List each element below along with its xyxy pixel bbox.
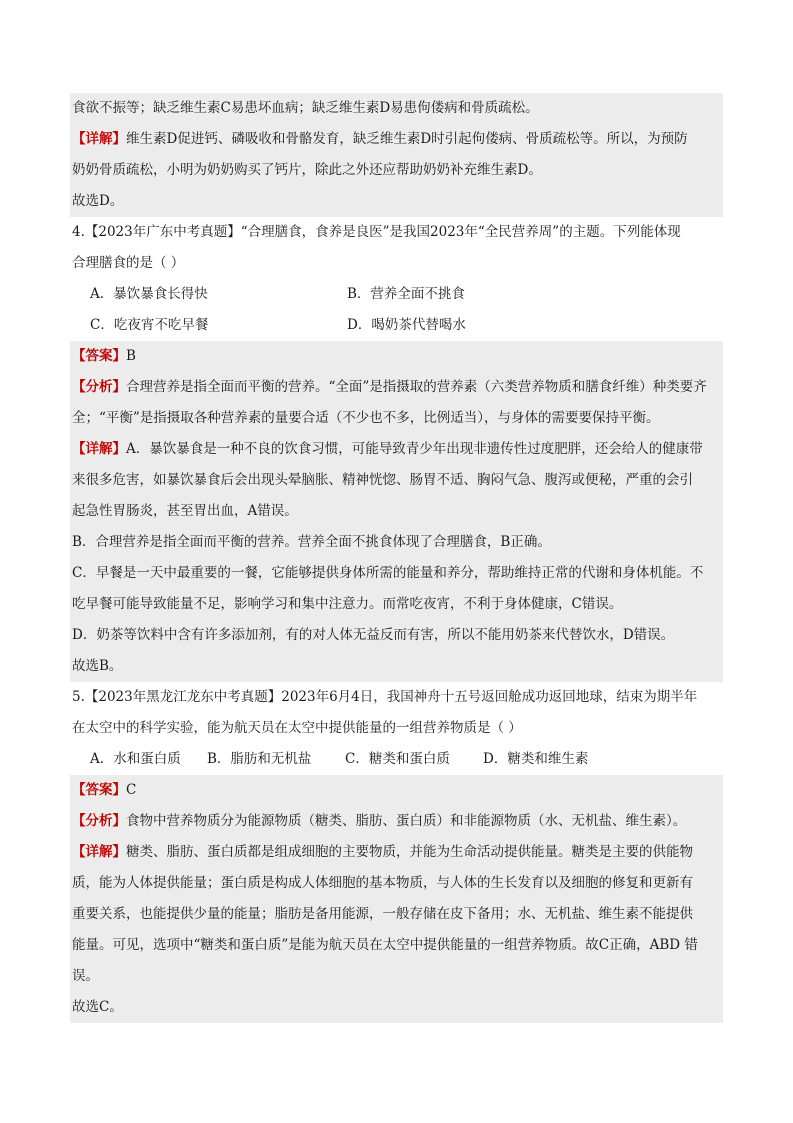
analysis-tag: 【分析】 <box>72 379 126 395</box>
analysis-text: 合理营养是指全面而平衡的营养。“全面”是指摄取的营养素（六类营养物质和膳食纤维）种类要齐 <box>126 379 707 395</box>
option-c: C．糖类和蛋白质 <box>345 751 450 767</box>
option-b: B．脂肪和无机盐 <box>207 751 312 767</box>
analysis-text: 食物中营养物质分为能源物质（糖类、脂肪、蛋白质）和非能源物质（水、无机盐、维生素）。 <box>126 813 687 829</box>
analysis-line <box>70 372 723 403</box>
option-b: B．营养全面不挑食 <box>347 286 465 302</box>
answer-value: C <box>126 782 137 798</box>
options-row <box>70 279 723 310</box>
text-line: D．奶茶等饮料中含有许多添加剂，有的对人体无益反而有害，所以不能用奶茶来代替饮水，D错误。 <box>72 627 675 643</box>
q5-explanation <box>70 775 723 1023</box>
detail-text: 维生素D促进钙、磷吸收和骨骼发育，缺乏维生素D时引起佝偻病、骨质疏松等。所以，为预防 <box>126 131 688 147</box>
answer-line <box>70 775 723 806</box>
conclusion-line: 故选D。 <box>72 193 124 209</box>
text-line: 重要关系，也能提供少量的能量；脂肪是备用能源，一般存储在皮下备用；水、无机盐、维生素不能提供 <box>72 906 693 922</box>
prev-question-explanation <box>70 93 723 217</box>
answer-line <box>70 341 723 372</box>
text-line: 全；“平衡”是指摄取各种营养素的量要合适（不少也不多，比例适当），与身体的需要要保持平衡。 <box>72 410 660 426</box>
text-line: C．早餐是一天中最重要的一餐，它能够提供身体所需的能量和养分，帮助维持正常的代谢和身体机能。不 <box>72 565 704 581</box>
text-line: 起急性胃肠炎，甚至胃出血，A错误。 <box>72 503 298 519</box>
option-d: D．糖类和维生素 <box>483 751 589 767</box>
option-a: A．水和蛋白质 <box>90 751 181 767</box>
detail-line <box>70 837 723 868</box>
detail-text: 糖类、脂肪、蛋白质都是组成细胞的主要物质，并能为生命活动提供能量。糖类是主要的供能物 <box>126 844 693 860</box>
question-stem-line: 在太空中的科学实验，能为航天员在太空中提供能量的一组营养物质是（ ） <box>70 713 723 744</box>
detail-tag: 【详解】 <box>72 441 126 457</box>
conclusion-line: 故选B。 <box>72 658 123 674</box>
text-line: 能量。可见，选项中“糖类和蛋白质”是能为航天员在太空中提供能量的一组营养物质。故C正确，ABD 错 <box>72 937 698 953</box>
option-d: D．喝奶茶代替喝水 <box>347 317 466 333</box>
question-stem-line: 4.【2023年广东中考真题】“合理膳食，食养是良医”是我国2023年“全民营养周”的主题。下列能体现 <box>70 217 723 248</box>
options-row <box>70 744 723 775</box>
text-line: 食欲不振等；缺乏维生素C易患坏血病；缺乏维生素D易患佝偻病和骨质疏松。 <box>72 100 539 116</box>
conclusion-line: 故选C。 <box>72 999 123 1015</box>
question-5 <box>70 682 723 1023</box>
text-line: B．合理营养是指全面而平衡的营养。营养全面不挑食体现了合理膳食，B正确。 <box>72 534 551 550</box>
document-content <box>70 93 723 1023</box>
text-line: 吃早餐可能导致能量不足，影响学习和集中注意力。而常吃夜宵，不利于身体健康，C错误。 <box>72 596 623 612</box>
answer-tag: 【答案】 <box>72 348 126 364</box>
detail-line <box>70 434 723 465</box>
analysis-line <box>70 806 723 837</box>
analysis-tag: 【分析】 <box>72 813 126 829</box>
question-stem-line: 5.【2023年黑龙江龙东中考真题】2023年6月4日，我国神舟十五号返回舱成功返回地球，结束为期半年 <box>70 682 723 713</box>
option-a: A．暴饮暴食长得快 <box>90 286 208 302</box>
answer-tag: 【答案】 <box>72 782 126 798</box>
text-line: 奶奶骨质疏松，小明为奶奶购买了钙片，除此之外还应帮助奶奶补充维生素D。 <box>72 162 542 178</box>
option-c: C．吃夜宵不吃早餐 <box>90 317 209 333</box>
detail-line <box>70 124 723 155</box>
detail-tag: 【详解】 <box>72 131 126 147</box>
text-line: 误。 <box>72 968 99 984</box>
answer-value: B <box>126 348 136 364</box>
text-line: 来很多危害，如暴饮暴食后会出现头晕脑胀、精神恍惚、肠胃不适、胸闷气急、腹泻或便秘，严重的会引 <box>72 472 693 488</box>
question-stem-line: 合理膳食的是（ ） <box>70 248 723 279</box>
options-row <box>70 310 723 341</box>
detail-text: A．暴饮暴食是一种不良的饮食习惯，可能导致青少年出现非遗传性过度肥胖，还会给人的健康带 <box>126 441 703 457</box>
detail-tag: 【详解】 <box>72 844 126 860</box>
q4-explanation <box>70 341 723 682</box>
question-4 <box>70 217 723 682</box>
text-line: 质，能为人体提供能量；蛋白质是构成人体细胞的基本物质，与人体的生长发育以及细胞的修复和更新有 <box>72 875 693 891</box>
